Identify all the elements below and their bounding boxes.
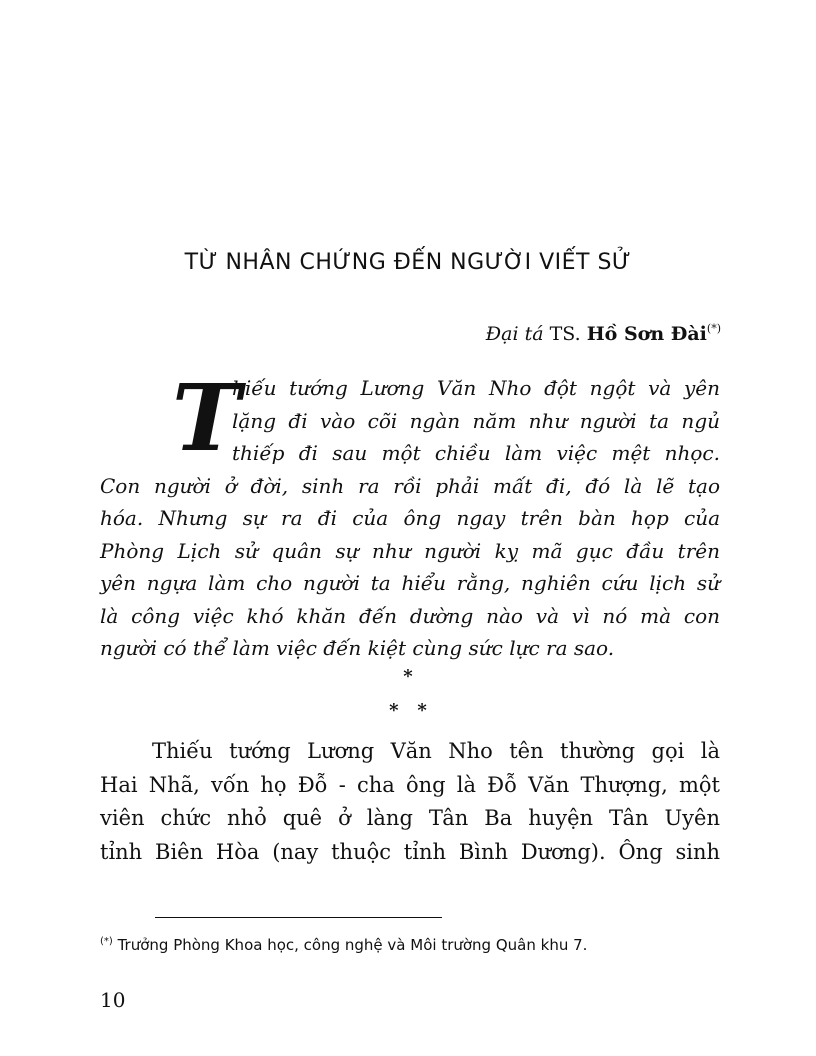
body-line: viên chức nhỏ quê ở làng Tân Ba huyện Tân Uyên [100,806,720,830]
body-line: Hai Nhã, vốn họ Đỗ - cha ông là Đỗ Văn Thượng, một [100,772,720,797]
author-degree: TS. [549,323,581,345]
article-title: TỪ NHÂN CHỨNG ĐẾN NGƯỜI VIẾT SỬ [184,250,632,275]
intro-line: hóa. Nhưng sự ra đi của ông ngay trên bàn họp của [100,506,720,530]
body-line: tỉnh Biên Hòa (nay thuộc tỉnh Bình Dương). Ông sinh [100,839,720,864]
footnote [100,936,587,954]
author-footnote-marker: (*) [706,322,721,335]
section-separator-top: * [403,666,413,687]
footnote-divider [155,917,442,918]
intro-line: Phòng Lịch sử quân sự như người kỵ mã gục đầu trên [100,538,720,563]
intro-line: Con người ở đời, sinh ra rồi phải mất đi, đó là lẽ tạo [100,473,720,498]
author-byline [486,322,721,345]
intro-line: là công việc khó khăn đến dường nào và vì nó mà con [100,603,720,628]
section-separator-bottom: * * [389,700,427,721]
intro-line: hiếu tướng Lương Văn Nho đột ngột và yên [232,376,720,400]
footnote-marker: (*) [100,936,113,947]
author-name: Hồ Sơn Đài [586,323,707,345]
page-number: 10 [100,988,126,1012]
body-paragraph [100,735,720,869]
intro-paragraph [100,364,720,665]
intro-line: lặng đi vào cõi ngàn năm như người ta ngủ [232,408,720,433]
intro-line: người có thể làm việc đến kiệt cùng sức lực ra sao. [100,636,615,660]
author-rank: Đại tá [485,323,544,345]
drop-cap: T [172,364,241,472]
intro-line: thiếp đi sau một chiều làm việc mệt nhọc. [232,441,720,465]
intro-line: yên ngựa làm cho người ta hiểu rằng, nghiên cứu lịch sử [100,571,720,595]
footnote-text: Trưởng Phòng Khoa học, công nghệ và Môi trường Quân khu 7. [117,936,588,954]
body-line: Thiếu tướng Lương Văn Nho tên thường gọi là [152,739,720,763]
